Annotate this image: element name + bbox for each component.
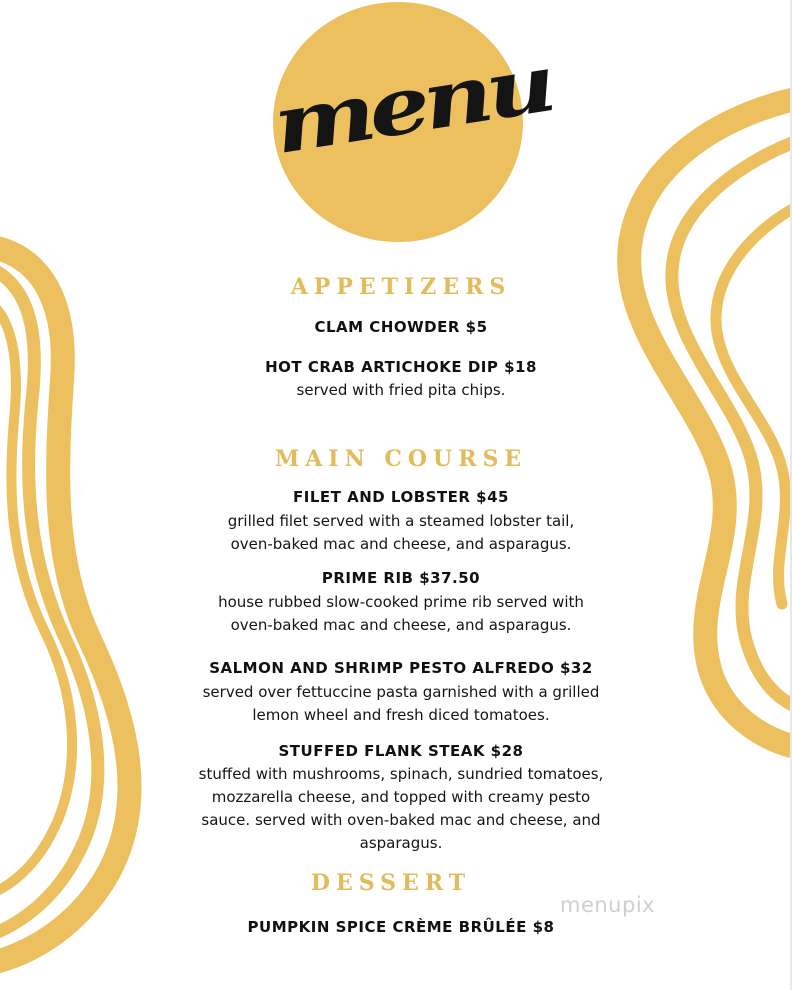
menu-item-name: CLAM CHOWDER $5 — [314, 318, 488, 336]
menu-item-description: house rubbed slow-cooked prime rib served with oven-baked mac and cheese, and asparagus. — [218, 593, 584, 634]
menu-item-name: PUMPKIN SPICE CRÈME BRÛLÉE $8 — [247, 918, 555, 936]
menu-item-description: stuffed with mushrooms, spinach, sundried tomatoes, mozzarella cheese, and topped with creamy pesto sauce. served with oven-baked mac and cheese, and asparagus. — [198, 765, 604, 852]
section-title-appetizers: APPETIZERS — [290, 274, 512, 300]
menu-item-description: served with fried pita chips. — [296, 381, 506, 399]
menu-item-name: STUFFED FLANK STEAK $28 — [278, 742, 524, 760]
menu-item-description: grilled filet served with a steamed lobster tail, oven-baked mac and cheese, and asparagus. — [227, 512, 575, 553]
menu-item-name: SALMON AND SHRIMP PESTO ALFREDO $32 — [209, 659, 593, 677]
menu-item-name: HOT CRAB ARTICHOKE DIP $18 — [265, 358, 537, 376]
section-title-dessert: DESSERT — [310, 870, 472, 896]
watermark-logo: menupix — [560, 893, 656, 917]
menu-item-description: served over fettuccine pasta garnished with a grilled lemon wheel and fresh diced tomatoes. — [202, 683, 600, 724]
section-title-main-course: MAIN COURSE — [274, 446, 528, 472]
menu-logo-text: menu — [267, 36, 557, 172]
menu-item-name: PRIME RIB $37.50 — [321, 569, 481, 587]
menu-item-name: FILET AND LOBSTER $45 — [293, 488, 509, 506]
